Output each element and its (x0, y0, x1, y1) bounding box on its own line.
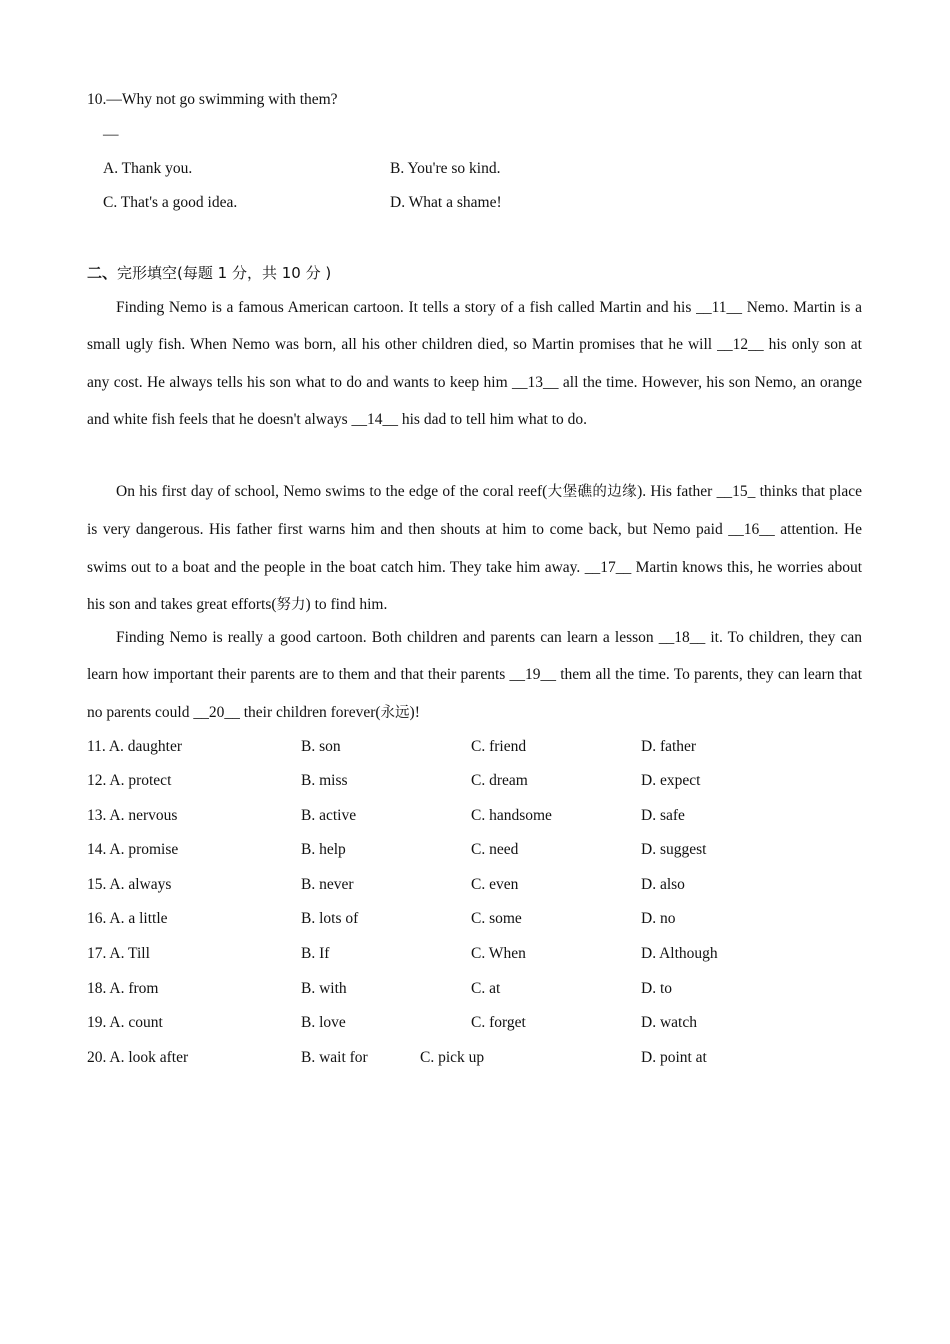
passage-paragraph-1 (87, 289, 862, 438)
paragraph-3-chinese-gloss: 永远 (380, 704, 410, 721)
question-10-answer-dash: — (103, 126, 119, 143)
option-d: D. expect (641, 772, 701, 789)
option-b: B. never (301, 876, 354, 893)
option-d: D. Although (641, 945, 718, 962)
option-row-16 (0, 910, 950, 940)
option-b: B. wait for (301, 1049, 368, 1066)
section-2-heading-text: 完形填空(每题 1 分，共 10 分 ) (117, 264, 332, 282)
option-row-20 (0, 1049, 950, 1079)
question-10-stem: 10.—Why not go swimming with them? (87, 91, 338, 108)
option-b: B. miss (301, 772, 348, 789)
option-c: C. at (471, 980, 501, 997)
option-row-14 (0, 841, 950, 871)
section-2-number: 二、 (87, 264, 118, 282)
question-10-option-a: A. Thank you. (103, 160, 193, 177)
option-d: D. father (641, 738, 697, 755)
paragraph-2-chinese-gloss-2: 努力 (276, 596, 306, 613)
passage-paragraph-2 (87, 473, 862, 624)
question-10-option-b: B. You're so kind. (390, 160, 501, 177)
option-row-17 (0, 945, 950, 975)
option-d: D. to (641, 980, 672, 997)
option-a: 13. A. nervous (87, 807, 178, 824)
option-row-13 (0, 807, 950, 837)
option-a: 11. A. daughter (87, 738, 182, 755)
option-c: C. some (471, 910, 522, 927)
paragraph-3-text-start: Finding Nemo is really a good cartoon. Both children and parents can learn a lesson __18__ it. To children, they can learn how important their parents are to them and that their parents __19__ them all the time. To parents, they can learn that no parents could __20__ their children forever( (87, 629, 862, 721)
option-c: C. pick up (420, 1049, 485, 1066)
paragraph-3-text-end: )! (409, 703, 420, 721)
option-row-12 (0, 772, 950, 802)
option-b: B. If (301, 945, 330, 962)
option-a: 14. A. promise (87, 841, 179, 858)
option-d: D. safe (641, 807, 685, 824)
option-a: 17. A. Till (87, 945, 150, 962)
option-row-18 (0, 980, 950, 1010)
option-d: D. suggest (641, 841, 707, 858)
option-c: C. When (471, 945, 526, 962)
option-b: B. with (301, 980, 347, 997)
option-d: D. no (641, 910, 676, 927)
option-a: 16. A. a little (87, 910, 168, 927)
option-c: C. need (471, 841, 519, 858)
section-2-title (87, 262, 331, 283)
paragraph-2-text-end: ) to find him. (305, 595, 388, 613)
option-row-19 (0, 1014, 950, 1044)
option-b: B. son (301, 738, 341, 755)
option-a: 18. A. from (87, 980, 159, 997)
option-b: B. help (301, 841, 346, 858)
question-10-option-d: D. What a shame! (390, 194, 502, 211)
option-c: C. friend (471, 738, 527, 755)
paragraph-1-text: Finding Nemo is a famous American cartoon. It tells a story of a fish called Martin and his __11__ Nemo. Martin is a small ugly fish. When Nemo was born, all his other children died, so Martin promises that he will __12__ his only son at any cost. He always tells his son what to do and wants to keep him __13__ all the time. However, his son Nemo, an orange and white fish feels that he doesn't always __14__ his dad to tell him what to do. (87, 299, 862, 428)
option-c: C. handsome (471, 807, 552, 824)
paragraph-2-text-middle: ). His father __15_ thinks that place is very dangerous. His father first warns him and then shouts at him to come back, but Nemo paid __16__ attention. He swims out to a boat and the people in the boat catch him. They take him away. __17__ Martin knows this, he worries about his son and takes great efforts( (87, 483, 863, 613)
option-c: C. dream (471, 772, 528, 789)
option-a: 20. A. look after (87, 1049, 189, 1066)
option-d: D. watch (641, 1014, 697, 1031)
option-a: 15. A. always (87, 876, 172, 893)
option-row-11 (0, 738, 950, 768)
option-a: 19. A. count (87, 1014, 163, 1031)
option-c: C. forget (471, 1014, 526, 1031)
paragraph-2-chinese-gloss-1: 大堡礁的边缘 (547, 484, 638, 500)
option-d: D. point at (641, 1049, 707, 1066)
option-b: B. love (301, 1014, 346, 1031)
option-a: 12. A. protect (87, 772, 172, 789)
option-row-15 (0, 876, 950, 906)
passage-paragraph-3 (87, 619, 862, 732)
paragraph-2-text-start: On his first day of school, Nemo swims to the edge of the coral reef( (116, 483, 548, 500)
option-d: D. also (641, 876, 685, 893)
option-c: C. even (471, 876, 519, 893)
option-b: B. active (301, 807, 357, 824)
question-10-option-c: C. That's a good idea. (103, 194, 238, 211)
option-b: B. lots of (301, 910, 359, 927)
